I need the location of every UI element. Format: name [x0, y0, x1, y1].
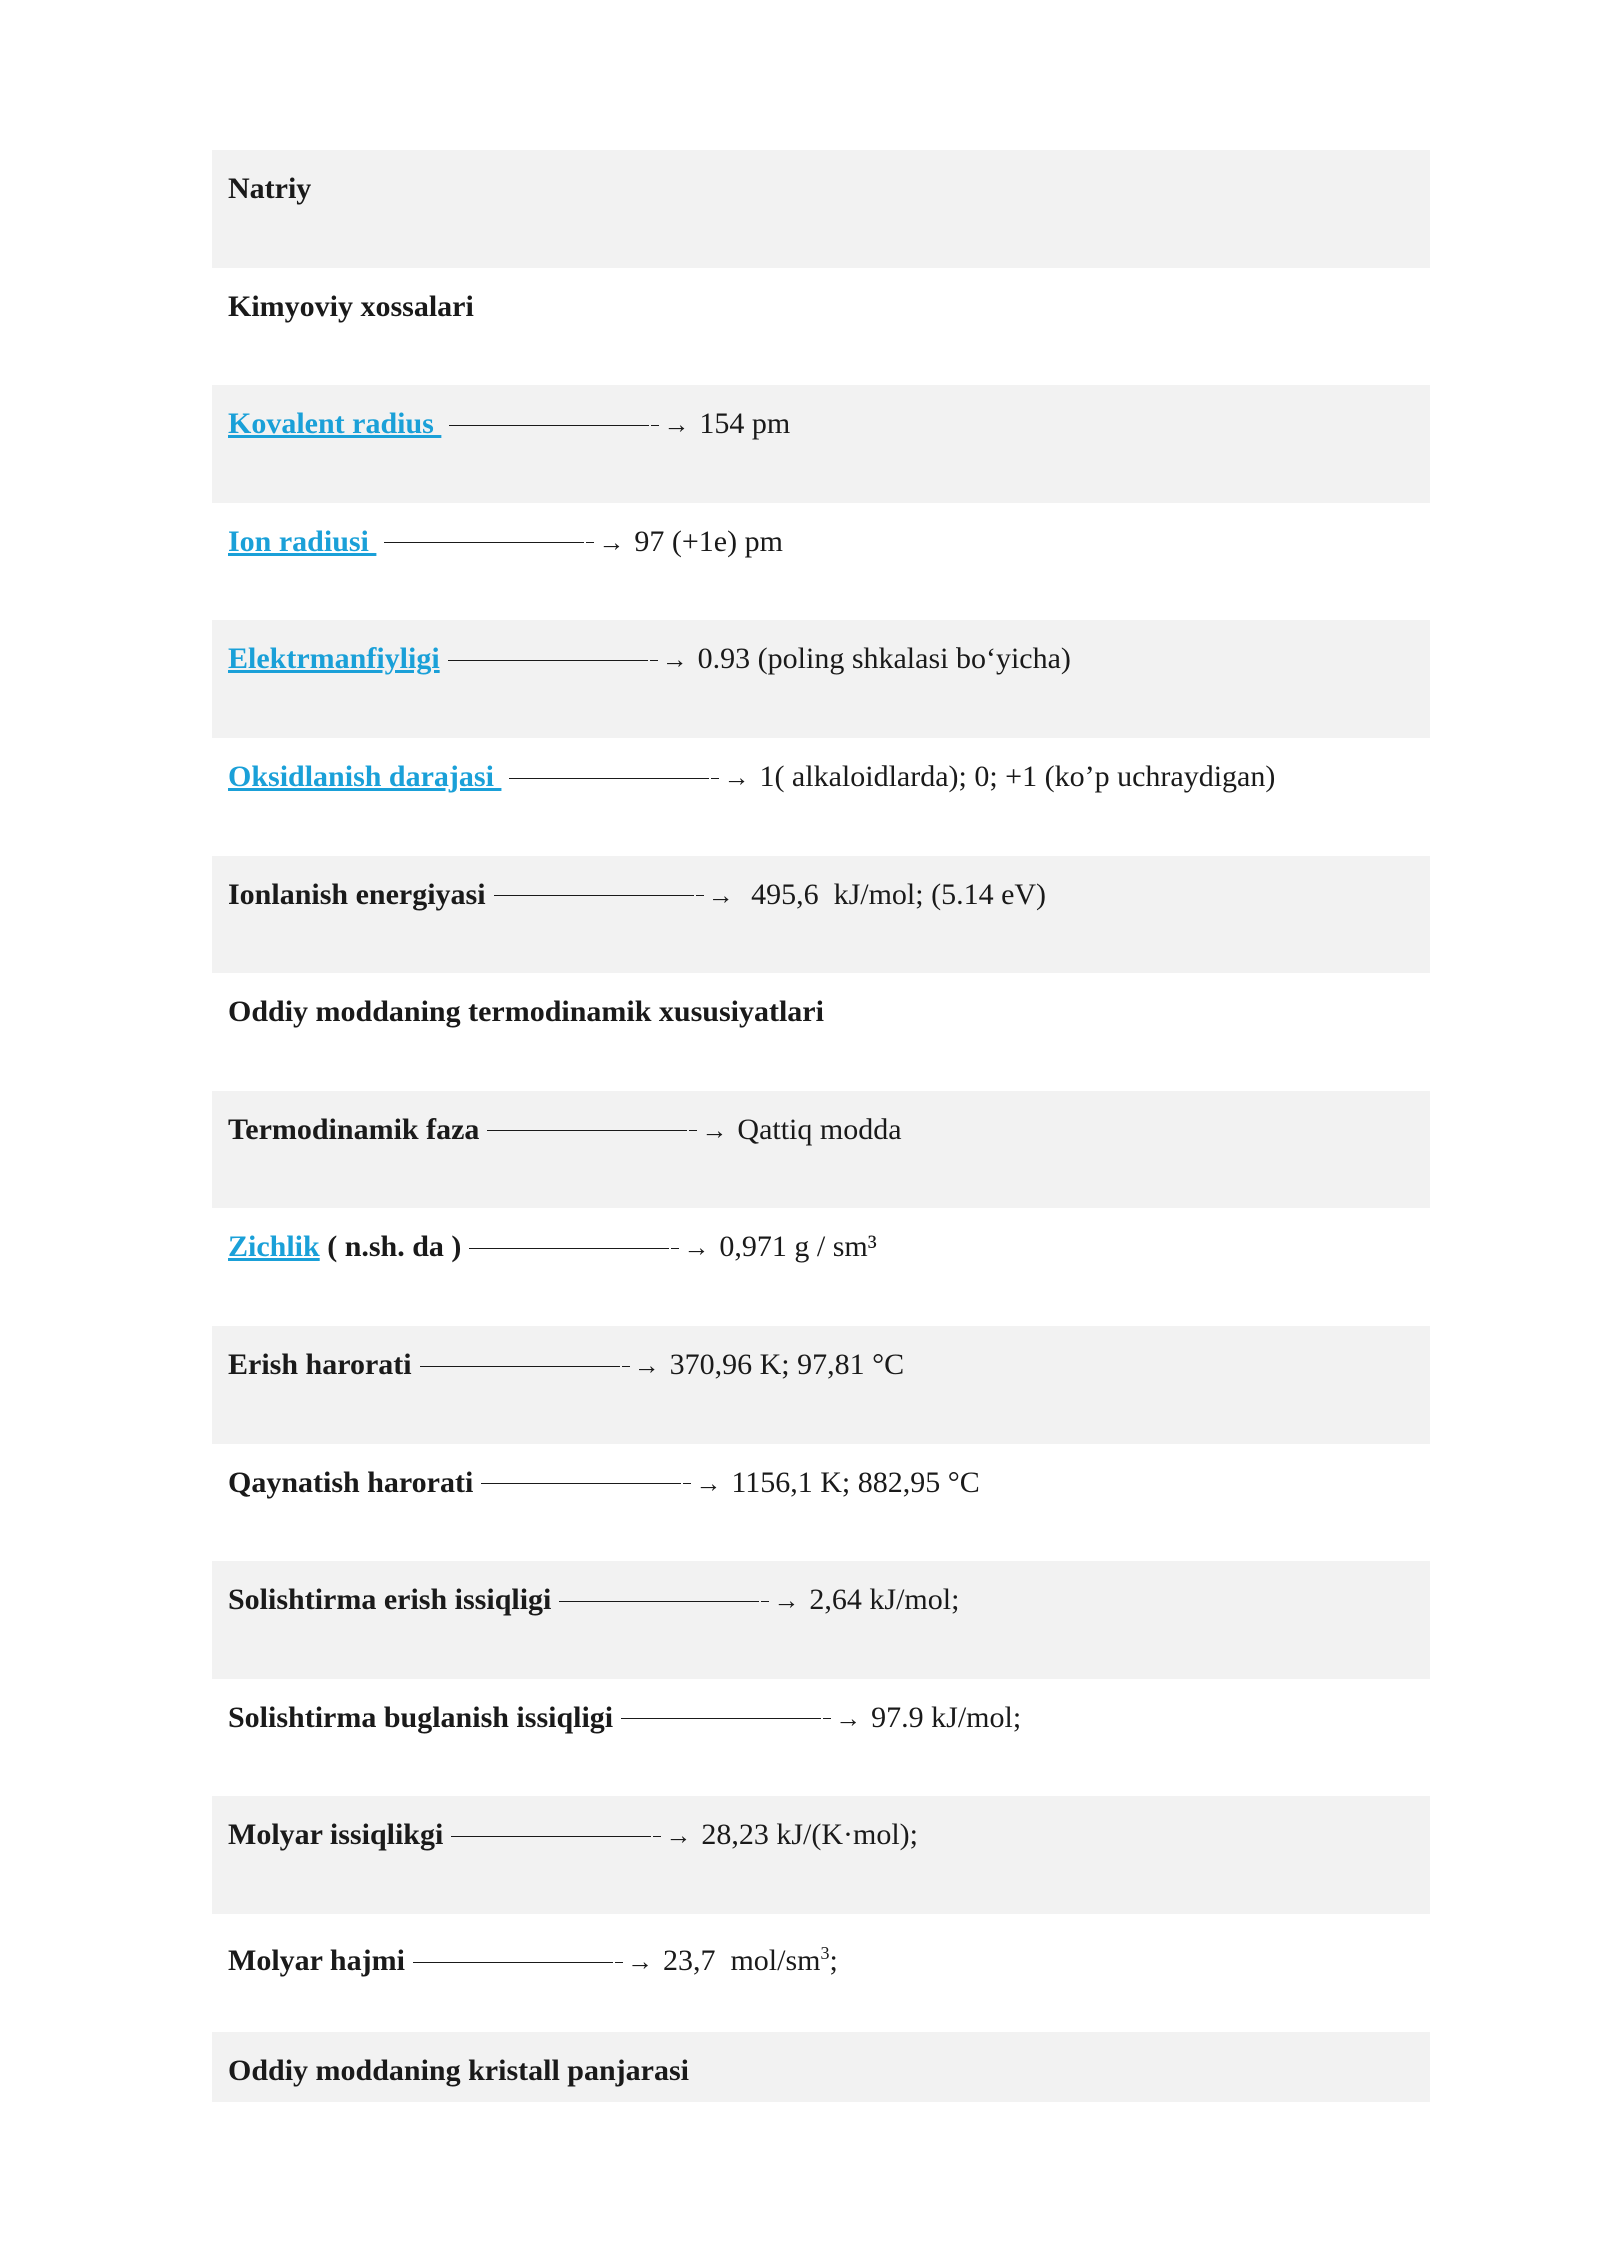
ion-radius-link[interactable]: Ion radiusi — [228, 524, 377, 558]
property-value: 23,7 mol/sm — [662, 1943, 821, 1977]
property-value: 0.93 (poling shkalasi bo‘yicha) — [697, 642, 1071, 676]
covalent-radius-link[interactable]: Kovalent radius — [228, 407, 442, 441]
leader-line — [481, 1483, 681, 1484]
arrow-icon: → — [773, 1586, 800, 1616]
leader-line — [494, 895, 694, 896]
table-row — [212, 1326, 1430, 1444]
property-label: Solishtirma erish issiqligi — [228, 1583, 552, 1617]
table-row — [212, 503, 1430, 621]
property-value: 0,971 g / sm³ — [719, 1230, 877, 1264]
table-row — [212, 1091, 1430, 1209]
arrow-icon: → — [626, 1946, 653, 1976]
arrow-icon: → — [701, 1115, 728, 1145]
leader-line — [420, 1366, 620, 1367]
property-value: 1( alkaloidlarda); 0; +1 (ko’p uchraydigan) — [759, 759, 1276, 793]
property-label: Termodinamik faza — [228, 1112, 480, 1146]
property-value: 97 (+1e) pm — [634, 524, 783, 558]
leader-line — [413, 1962, 613, 1963]
arrow-icon: → — [695, 1468, 722, 1498]
property-label: Solishtirma buglanish issiqligi — [228, 1700, 614, 1734]
property-label: Molyar hajmi — [228, 1943, 405, 1977]
leader-line — [448, 660, 648, 661]
section-heading: Oddiy moddaning kristall panjarasi — [228, 2053, 689, 2087]
property-label: Molyar issiqlikgi — [228, 1818, 444, 1852]
section-heading: Oddiy moddaning termodinamik xususiyatlari — [228, 995, 824, 1029]
table-row — [212, 738, 1430, 856]
table-row-section-thermo — [212, 973, 1430, 1091]
table-row-section-chemical — [212, 268, 1430, 386]
leader-line — [384, 542, 584, 543]
leader-line — [621, 1718, 821, 1719]
leader-line — [487, 1130, 687, 1131]
arrow-icon: → — [707, 880, 734, 910]
property-label: Ionlanish energiyasi — [228, 877, 486, 911]
arrow-icon: → — [663, 410, 690, 440]
table-row — [212, 856, 1430, 974]
properties-table — [212, 150, 1430, 2102]
oxidation-state-link[interactable]: Oksidlanish darajasi — [228, 759, 502, 793]
property-label: Qaynatish harorati — [228, 1465, 474, 1499]
table-row-title — [212, 150, 1430, 268]
property-value: 154 pm — [699, 407, 791, 441]
arrow-icon: → — [683, 1233, 710, 1263]
table-row — [212, 620, 1430, 738]
arrow-icon: → — [633, 1350, 660, 1380]
leader-line — [451, 1836, 651, 1837]
table-row — [212, 1679, 1430, 1797]
property-value-tail: ; — [829, 1943, 838, 1977]
property-label: Erish harorati — [228, 1347, 412, 1381]
table-row — [212, 1208, 1430, 1326]
property-value: 97.9 kJ/mol; — [871, 1700, 1022, 1734]
table-row — [212, 1444, 1430, 1562]
arrow-icon: → — [598, 527, 625, 557]
leader-line — [559, 1601, 759, 1602]
table-row — [212, 1796, 1430, 1914]
table-title: Natriy — [228, 172, 312, 205]
superscript: 3 — [820, 1942, 830, 1963]
property-label: ( n.sh. da ) — [319, 1230, 462, 1264]
electronegativity-link[interactable]: Elektrmanfiyligi — [228, 642, 440, 676]
arrow-icon: → — [723, 762, 750, 792]
property-value: 28,23 kJ/(K·mol); — [701, 1818, 918, 1852]
leader-line — [449, 425, 649, 426]
arrow-icon: → — [835, 1703, 862, 1733]
density-link[interactable]: Zichlik — [228, 1230, 320, 1264]
arrow-icon: → — [665, 1821, 692, 1851]
property-value: 2,64 kJ/mol; — [809, 1583, 960, 1617]
arrow-icon: → — [661, 645, 688, 675]
property-value: 370,96 K; 97,81 °C — [669, 1347, 905, 1381]
property-value: 1156,1 K; 882,95 °C — [731, 1465, 980, 1499]
section-heading: Kimyoviy xossalari — [228, 289, 474, 323]
leader-line — [469, 1248, 669, 1249]
property-value: 495,6 kJ/mol; (5.14 eV) — [743, 877, 1047, 911]
property-value: Qattiq modda — [737, 1112, 902, 1146]
table-row — [212, 1914, 1430, 2032]
leader-line — [509, 778, 709, 779]
table-row-section-crystal — [212, 2032, 1430, 2102]
table-row — [212, 385, 1430, 503]
table-row — [212, 1561, 1430, 1679]
